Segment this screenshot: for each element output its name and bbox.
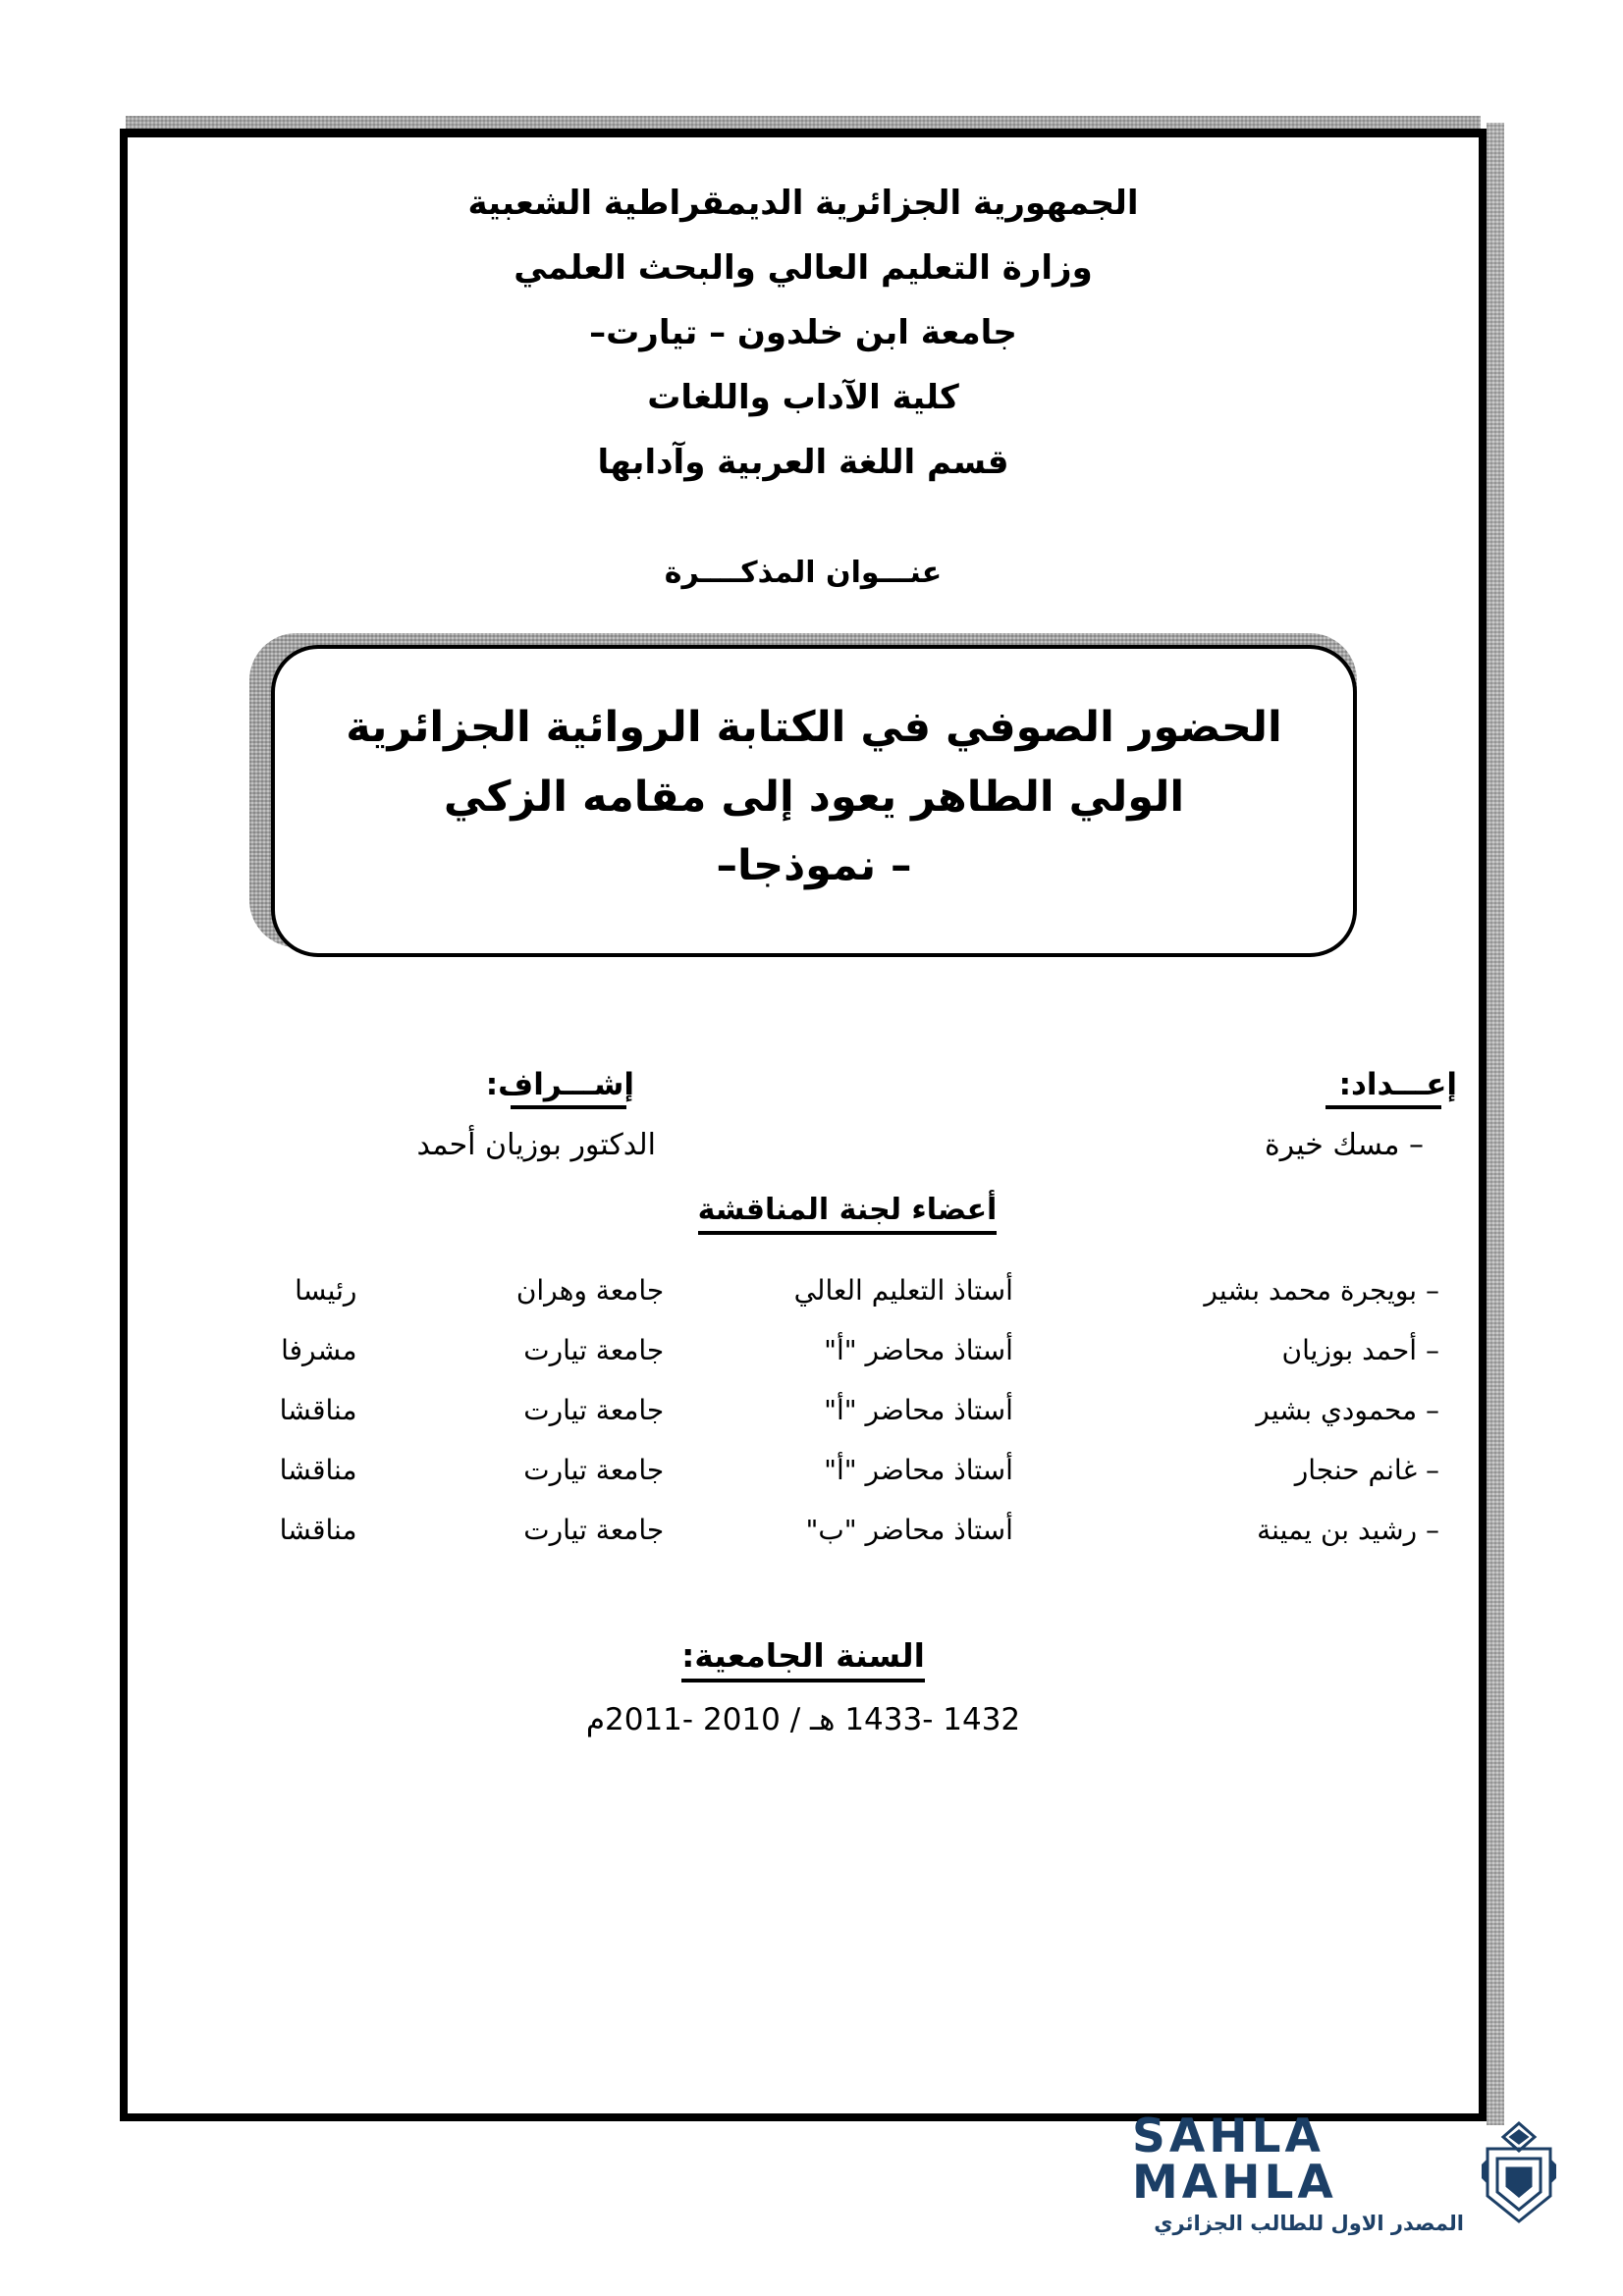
academic-year-label — [681, 1636, 925, 1682]
page-frame-left — [120, 129, 128, 2121]
academic-year-underline — [681, 1679, 925, 1682]
jury-member-rank: أستاذ محاضر "أ" — [824, 1394, 1013, 1426]
jury-member-university: جامعة تيارت — [523, 1394, 665, 1426]
academic-year-block — [128, 1636, 1479, 1737]
prepared-by-label — [1325, 1067, 1457, 1109]
jury-table-body — [128, 1260, 1479, 1560]
supervised-by-underline — [511, 1105, 626, 1109]
watermark-text — [1132, 2109, 1464, 2235]
page-frame-right-shadow — [1487, 123, 1504, 2125]
institution-line-university: جامعة ابن خلدون – تيارت– — [589, 313, 1017, 352]
thesis-title-line-3: – نموذجا– — [716, 841, 912, 891]
table-row — [128, 1440, 1479, 1500]
institution-line-faculty: كلية الآداب واللغات — [647, 378, 959, 417]
thesis-title-line-2: الولي الطاهر يعود إلى مقامه الزكي — [443, 772, 1185, 822]
watermark-brand: SAHLA MAHLA — [1132, 2109, 1337, 2210]
jury-table — [128, 1260, 1479, 1560]
watermark-tagline: المصدر الاول للطالب الجزائري — [1154, 2211, 1464, 2235]
jury-member-rank: أستاذ محاضر "أ" — [824, 1454, 1013, 1486]
jury-member-role: مشرفا — [281, 1334, 357, 1366]
sahla-mahla-watermark — [1132, 2109, 1564, 2237]
ornamental-monogram-icon — [1474, 2119, 1564, 2227]
page-frame-top-rule — [120, 129, 1487, 137]
jury-member-university: جامعة تيارت — [523, 1334, 665, 1366]
table-row — [128, 1500, 1479, 1560]
jury-member-role: مناقشا — [279, 1454, 357, 1486]
thesis-title-line-1: الحضور الصوفي في الكتابة الروائية الجزائرية — [346, 703, 1282, 753]
jury-section-title-inner — [698, 1193, 998, 1235]
jury-member-role: رئيسا — [295, 1274, 357, 1307]
prepared-by-label-text: إعـــداد: — [1338, 1067, 1457, 1102]
author-supervisor-block — [128, 1067, 1479, 1185]
prepared-by-underline — [1325, 1105, 1441, 1109]
page-content — [128, 137, 1479, 2113]
page-frame-right — [1479, 129, 1487, 2121]
jury-member-university: جامعة تيارت — [523, 1454, 665, 1486]
jury-title-underline — [698, 1231, 998, 1235]
jury-member-role: مناقشا — [279, 1394, 357, 1426]
table-row — [128, 1320, 1479, 1380]
institution-line-ministry: وزارة التعليم العالي والبحث العلمي — [514, 248, 1093, 288]
jury-member-name: – رشيد بن يمينة — [1257, 1514, 1439, 1546]
supervised-by-label — [486, 1067, 634, 1109]
jury-member-name: – بويجرة محمد بشير — [1204, 1274, 1439, 1307]
jury-member-rank: أستاذ التعليم العالي — [793, 1274, 1013, 1307]
jury-member-role: مناقشا — [279, 1514, 357, 1546]
institution-line-country: الجمهورية الجزائرية الديمقراطية الشعبية — [467, 184, 1139, 223]
memoir-title-caption: عنـــوان المذكــــرة — [664, 556, 943, 590]
supervisor-name: الدكتور بوزيان أحمد — [416, 1128, 656, 1162]
jury-member-name: – غانم حنجار — [1294, 1454, 1439, 1486]
thesis-title-box — [271, 645, 1357, 957]
institution-line-department: قسم اللغة العربية وآدابها — [597, 443, 1009, 482]
supervised-by-label-text: إشـــراف: — [485, 1067, 634, 1102]
jury-member-rank: أستاذ محاضر "ب" — [805, 1514, 1013, 1546]
jury-member-rank: أستاذ محاضر "أ" — [824, 1334, 1013, 1366]
jury-section-title-text: أعضاء لجنة المناقشة — [697, 1193, 998, 1227]
jury-member-university: جامعة تيارت — [523, 1514, 665, 1546]
jury-member-name: – أحمد بوزيان — [1281, 1334, 1439, 1366]
page-top-hatch-band — [126, 116, 1481, 130]
student-name: – مسك خيرة — [1264, 1128, 1424, 1162]
table-row — [128, 1380, 1479, 1440]
thesis-title-box-wrapper — [249, 633, 1357, 957]
academic-year-value: 1432 -1433 هـ / 2010 -2011م — [585, 1702, 1021, 1737]
jury-member-university: جامعة وهران — [515, 1274, 665, 1307]
jury-section-title — [128, 1193, 1567, 1235]
institution-header — [128, 184, 1479, 482]
academic-year-label-text: السنة الجامعية: — [681, 1636, 925, 1675]
table-row — [128, 1260, 1479, 1320]
jury-member-name: – محمودي بشير — [1256, 1394, 1439, 1426]
